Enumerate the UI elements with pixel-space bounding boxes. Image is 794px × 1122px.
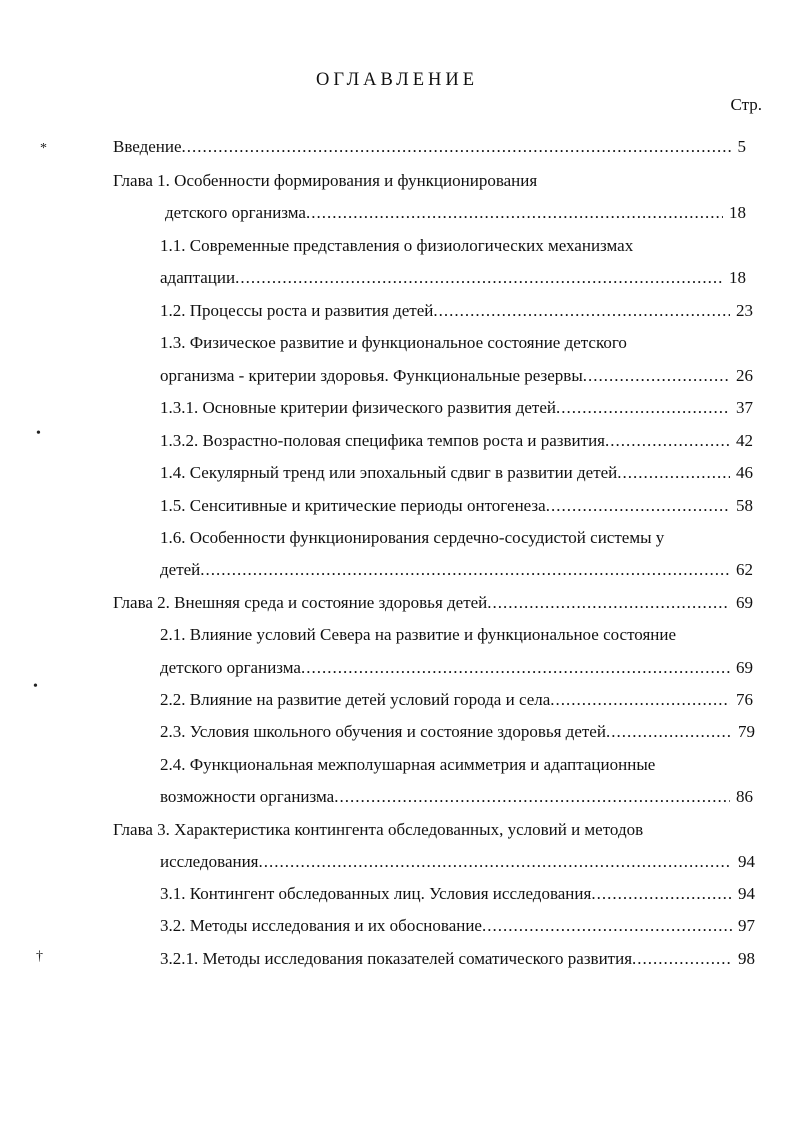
toc-entry-text: возможности организма: [160, 787, 335, 806]
leader-dots: [606, 722, 732, 742]
toc-page-number: 42: [736, 431, 753, 450]
leader-dots: [334, 787, 730, 807]
toc-entry-1-6: 1.6. Особенности функционирования сердечно-сосудистой системы у: [160, 528, 665, 547]
toc-entry-2-4-cont: [160, 787, 753, 807]
toc-entry-2-1: 2.1. Влияние условий Севера на развитие и функциональное состояние: [160, 625, 677, 644]
toc-page-number: 86: [736, 787, 753, 806]
toc-page-number: 69: [736, 658, 753, 677]
toc-entry-text: Введение: [113, 137, 182, 156]
toc-entry-text: 3.2. Методы исследования и их обоснование: [160, 916, 482, 935]
leader-dots: [550, 690, 730, 710]
leader-dots: [306, 203, 723, 223]
leader-dots: [605, 431, 730, 451]
toc-entry-1-3-2: [160, 431, 753, 451]
toc-entry-chapter-2: [113, 593, 753, 613]
toc-page-number: 76: [736, 690, 753, 709]
leader-dots: [546, 496, 730, 516]
toc-page-number: 98: [738, 949, 755, 968]
toc-entry-text: детей: [160, 560, 201, 579]
toc-entry-2-1-cont: [160, 658, 753, 678]
toc-page-number: 5: [737, 137, 746, 156]
toc-entry-text: 3.1. Контингент обследованных лиц. Условия исследования: [160, 884, 592, 903]
toc-entry-1-6-cont: [160, 560, 753, 580]
toc-entry-intro: [113, 137, 746, 157]
toc-entry-text: 1.2. Процессы роста и развития детей: [160, 301, 434, 320]
leader-dots: [235, 268, 723, 288]
toc-entry-text: 2.3. Условия школьного обучения и состояние здоровья детей: [160, 722, 606, 741]
toc-entry-1-1: 1.1. Современные представления о физиологических механизмах: [160, 236, 634, 255]
toc-entry-1-3-cont: [160, 366, 753, 386]
page-column-header: Стр.: [730, 95, 762, 114]
toc-page-number: 18: [729, 268, 746, 287]
toc-page-number: 79: [738, 722, 755, 741]
toc-entry-text: 1.5. Сенситивные и критические периоды онтогенеза: [160, 496, 546, 515]
toc-entry-1-1-cont: [160, 268, 746, 288]
scan-mark-3: •: [33, 679, 38, 694]
toc-entry-text: исследования: [160, 852, 259, 871]
toc-page-number: 94: [738, 884, 755, 903]
toc-page-number: 23: [736, 301, 753, 320]
toc-page-number: 26: [736, 366, 753, 385]
toc-page-number: 37: [736, 398, 753, 417]
toc-entry-1-3-1: [160, 398, 753, 418]
toc-entry-text: 1.4. Секулярный тренд или эпохальный сдвиг в развитии детей: [160, 463, 618, 482]
leader-dots: [259, 852, 732, 872]
leader-dots: [301, 658, 730, 678]
leader-dots: [591, 884, 732, 904]
toc-entry-3-2-1: [160, 949, 755, 969]
leader-dots: [556, 398, 730, 418]
toc-entry-text: детского организма: [165, 203, 306, 222]
toc-page-number: 62: [736, 560, 753, 579]
toc-entry-text: Глава 2. Внешняя среда и состояние здоровья детей: [113, 593, 488, 612]
toc-entry-1-5: [160, 496, 753, 516]
scan-mark-4: †: [36, 949, 43, 964]
toc-entry-chapter-1-cont: [165, 203, 746, 223]
toc-entry-chapter-3-cont: [160, 852, 755, 872]
toc-entry-1-2: [160, 301, 753, 321]
toc-page-number: 18: [729, 203, 746, 222]
toc-entry-1-3: 1.3. Физическое развитие и функциональное состояние детского: [160, 333, 627, 352]
toc-entry-1-4: [160, 463, 753, 483]
toc-entry-text: детского организма: [160, 658, 301, 677]
toc-page-number: 46: [736, 463, 753, 482]
toc-page-number: 58: [736, 496, 753, 515]
toc-entry-2-3: [160, 722, 755, 742]
toc-entry-3-2: [160, 916, 755, 936]
toc-entry-text: 2.2. Влияние на развитие детей условий города и села: [160, 690, 551, 709]
toc-page-number: 69: [736, 593, 753, 612]
toc-entry-2-2: [160, 690, 753, 710]
leader-dots: [433, 301, 730, 321]
leader-dots: [617, 463, 730, 483]
toc-entry-text: организма - критерии здоровья. Функциональные резервы: [160, 366, 583, 385]
toc-page-number: 94: [738, 852, 755, 871]
leader-dots: [200, 560, 730, 580]
leader-dots: [583, 366, 730, 386]
toc-entry-text: 3.2.1. Методы исследования показателей соматического развития: [160, 949, 633, 968]
leader-dots: [182, 137, 732, 157]
toc-entry-text: адаптации: [160, 268, 236, 287]
toc-entry-3-1: [160, 884, 755, 904]
leader-dots: [482, 916, 732, 936]
toc-entry-text: 1.3.1. Основные критерии физического развития детей: [160, 398, 556, 417]
leader-dots: [487, 593, 730, 613]
toc-entry-2-4: 2.4. Функциональная межполушарная асимметрия и адаптационные: [160, 755, 656, 774]
scan-mark-1: *: [40, 141, 47, 156]
scan-mark-2: •: [36, 426, 41, 441]
leader-dots: [632, 949, 732, 969]
page-title: ОГЛАВЛЕНИЕ: [315, 70, 479, 90]
toc-entry-chapter-1: Глава 1. Особенности формирования и функционирования: [113, 171, 538, 190]
toc-entry-chapter-3: Глава 3. Характеристика контингента обследованных, условий и методов: [113, 820, 644, 839]
toc-entry-text: 1.3.2. Возрастно-половая специфика темпов роста и развития: [160, 431, 605, 450]
toc-page-number: 97: [738, 916, 755, 935]
